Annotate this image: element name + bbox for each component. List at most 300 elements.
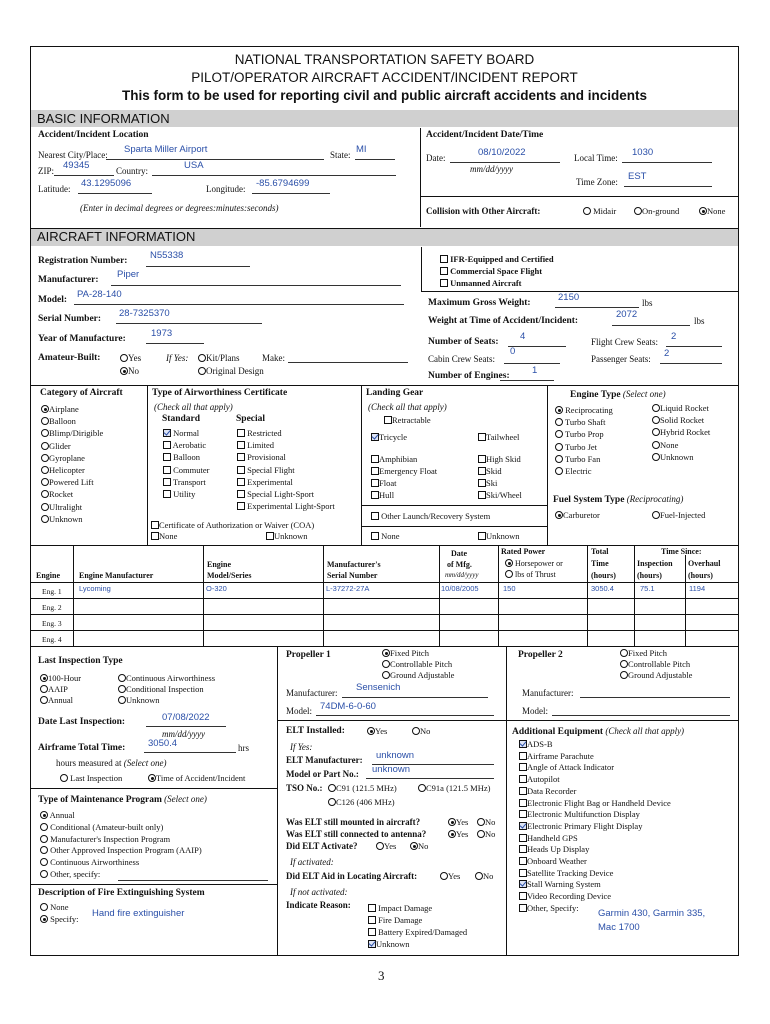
engines-field[interactable] [500,380,554,381]
elt-no-radio[interactable] [412,727,420,735]
time-accident-radio[interactable] [148,774,156,782]
maint-list [40,810,202,881]
prop1-fixed-radio[interactable] [382,649,390,657]
fire-checkbox[interactable] [368,916,376,924]
zip-field[interactable] [54,175,114,176]
reason-label: Fire Damage [378,915,423,925]
equip-aoa[interactable] [519,762,671,774]
latitude-field[interactable] [78,193,152,194]
engine-none-radio[interactable] [652,441,660,449]
ifr-equipped[interactable] [440,253,554,289]
engine-none[interactable] [652,439,710,451]
gear-retractable[interactable] [384,415,431,425]
gps-checkbox[interactable] [519,834,527,842]
equip-parachute[interactable] [519,751,671,763]
amateur-no-radio[interactable] [120,367,128,375]
gear-none-label: None [381,531,400,541]
airframe-time-field[interactable] [144,752,236,753]
thrust-radio[interactable] [505,570,513,578]
reason-fire[interactable] [368,914,467,926]
gear-skid[interactable] [478,465,522,477]
coa-item[interactable] [151,520,314,530]
restricted-checkbox[interactable] [237,429,245,437]
tso-c126-radio[interactable] [328,798,336,806]
video-checkbox[interactable] [519,892,527,900]
prop1-ground[interactable] [382,670,454,681]
maint-other-field[interactable] [118,880,268,881]
electric-radio[interactable] [555,467,563,475]
parachute-checkbox[interactable] [519,752,527,760]
equip-stall[interactable] [519,879,671,891]
reason-impact[interactable] [368,902,467,914]
aoa-checkbox[interactable] [519,763,527,771]
prop2-controllable-radio[interactable] [620,660,628,668]
limited-checkbox[interactable] [237,441,245,449]
retractable-checkbox[interactable] [384,416,392,424]
hull-checkbox[interactable] [371,491,379,499]
maint-aaip[interactable] [40,845,202,857]
amateur-yes[interactable] [120,353,141,363]
gear-tailwheel[interactable] [478,432,519,442]
airplane-radio[interactable] [41,405,49,413]
category-unknown[interactable] [41,513,103,525]
engine-solid-rocket[interactable] [652,414,710,426]
row-serial[interactable]: L-37272-27A [326,584,370,593]
tso-c91-radio[interactable] [328,784,336,792]
longitude-field[interactable] [252,193,330,194]
std-normal[interactable] [163,427,209,439]
longitude-value: -85.6794699 [256,178,310,189]
horsepower-radio[interactable] [505,559,513,567]
unmanned-checkbox[interactable] [440,279,448,287]
cabin-crew-field[interactable] [504,363,560,364]
rocket-radio[interactable] [41,490,49,498]
std-balloon[interactable] [163,451,209,463]
elt-connected-yes[interactable] [448,829,468,839]
elt-aid-yes[interactable] [440,871,460,881]
liquid-rocket-radio[interactable] [652,404,660,412]
collision-midair[interactable] [583,206,616,216]
reason-unknown-checkbox[interactable] [368,940,376,948]
space-item[interactable] [440,265,554,277]
manufacturer-field[interactable] [111,285,401,286]
elt-installed-yes[interactable] [367,726,387,736]
th-serial-2: Serial Number [327,571,378,580]
reg-field[interactable] [146,266,250,267]
maint-continuous[interactable] [40,857,202,869]
prop2-fixed[interactable] [620,648,692,659]
turbo-jet-radio[interactable] [555,443,563,451]
row-total[interactable]: 3050.4 [591,584,614,593]
commuter-checkbox[interactable] [163,466,171,474]
100-hour-radio[interactable] [40,674,48,682]
special-flight-checkbox[interactable] [237,466,245,474]
spc-provisional[interactable] [237,451,335,463]
fire-specify-radio[interactable] [40,915,48,923]
maint-conditional-radio[interactable] [40,823,48,831]
efb-checkbox[interactable] [519,799,527,807]
collision-none[interactable] [699,206,725,216]
elt-activate-label: Did ELT Activate? [286,841,358,851]
ifr-checkbox[interactable] [440,255,448,263]
insp-conditional[interactable] [118,684,215,695]
unknown-radio[interactable] [41,515,49,523]
powered-lift-radio[interactable] [41,478,49,486]
amphibian-checkbox[interactable] [371,455,379,463]
elt-mounted-yes[interactable] [448,817,468,827]
prop1-ground-radio[interactable] [382,671,390,679]
aid-no-label: No [483,871,494,881]
balloon-radio[interactable] [41,417,49,425]
aw-none[interactable] [151,531,177,541]
insp-100-hour[interactable] [40,673,81,684]
coa-checkbox[interactable] [151,521,159,529]
aid-yes-radio[interactable] [440,872,448,880]
last-inspection-radio[interactable] [60,774,68,782]
unmanned-item[interactable] [440,277,554,289]
engine-turbo-fan[interactable] [555,453,613,465]
gear-unknown-checkbox[interactable] [478,532,486,540]
prop2-ground-radio[interactable] [620,671,628,679]
gear-float[interactable] [371,477,437,489]
none-radio[interactable] [699,207,707,215]
engine-unknown-radio[interactable] [652,453,660,461]
autopilot-checkbox[interactable] [519,775,527,783]
category-ultralight[interactable] [41,501,103,513]
maint-other[interactable] [40,869,202,881]
collision-onground[interactable] [634,206,679,216]
category-airplane[interactable] [41,403,103,415]
reciprocating-radio[interactable] [555,406,563,414]
gear-none[interactable] [371,531,400,541]
model-field[interactable] [74,304,404,305]
fuel-injected[interactable] [652,510,705,520]
space-checkbox[interactable] [440,267,448,275]
gear-ski[interactable] [478,477,522,489]
elt-installed-no[interactable] [412,726,430,736]
exp-light-sport-checkbox[interactable] [237,502,245,510]
equip-autopilot[interactable] [519,774,671,786]
emergency-float-checkbox[interactable] [371,467,379,475]
fire-none[interactable] [40,902,69,912]
transport-checkbox[interactable] [163,478,171,486]
aid-no-radio[interactable] [475,872,483,880]
flight-crew-field[interactable] [666,346,722,347]
country-field[interactable] [152,175,396,176]
prop2-ground[interactable] [620,670,692,681]
spc-exp-light-sport[interactable] [237,500,335,512]
spc-experimental[interactable] [237,476,335,488]
state-field[interactable] [355,159,395,160]
original-label: Original Design [206,366,264,376]
date-field[interactable] [450,162,560,163]
spc-special-flight[interactable] [237,464,335,476]
maint-conditional[interactable] [40,822,202,834]
prop1-fixed[interactable] [382,648,454,659]
ski-checkbox[interactable] [478,479,486,487]
insp-continuous[interactable] [118,673,215,684]
tso-c91[interactable] [328,783,397,793]
onground-radio[interactable] [634,207,642,215]
pfd-checkbox[interactable] [519,822,527,830]
turbo-shaft-radio[interactable] [555,418,563,426]
row-overhaul[interactable]: 1194 [689,584,706,593]
maint-continuous-radio[interactable] [40,858,48,866]
row-model[interactable]: O-320 [206,584,227,593]
equip-ads-b[interactable] [519,739,671,751]
th-date-1: Date [451,549,467,558]
provisional-checkbox[interactable] [237,453,245,461]
tricycle-checkbox[interactable] [371,433,379,441]
balloon-checkbox[interactable] [163,453,171,461]
maint-manufacturer-radio[interactable] [40,835,48,843]
date-value: 08/10/2022 [478,147,526,158]
activate-no-radio[interactable] [410,842,418,850]
equip-hud[interactable] [519,844,671,856]
battery-checkbox[interactable] [368,928,376,936]
equip-mfd[interactable] [519,809,671,821]
maint-other-radio[interactable] [40,870,48,878]
mounted-no-radio[interactable] [477,818,485,826]
elt-model-field[interactable] [366,778,494,779]
equip-weather[interactable] [519,856,671,868]
other-launch-checkbox[interactable] [371,512,379,520]
mounted-yes-radio[interactable] [448,818,456,826]
insp-unknown[interactable] [118,695,215,706]
retractable-label: Retractable [392,415,431,425]
gear-unknown[interactable] [478,531,520,541]
engine-liquid-rocket[interactable] [652,402,710,414]
category-blimp[interactable] [41,427,103,439]
maint-annual-radio[interactable] [40,811,48,819]
gear-label: Float [379,478,397,488]
conditional-radio[interactable] [118,685,126,693]
category-helicopter[interactable] [41,464,103,476]
equip-other-checkbox[interactable] [519,904,527,912]
th-model-2: Model/Series [207,571,252,580]
connected-no-radio[interactable] [477,830,485,838]
kit-plans[interactable] [198,353,240,363]
make-field[interactable] [288,362,408,363]
fire-specify[interactable] [40,914,78,924]
amateur-no-label: No [128,366,139,376]
weight-field[interactable] [612,325,690,326]
spc-restricted[interactable] [237,427,335,439]
ads-b-checkbox[interactable] [519,740,527,748]
spc-limited[interactable] [237,439,335,451]
prop1-mfr-field[interactable] [342,697,488,698]
row-manufacturer[interactable]: Lycoming [79,584,111,593]
engine-hybrid-rocket[interactable] [652,426,710,438]
equip-video[interactable] [519,891,671,903]
aw-unknown-checkbox[interactable] [266,532,274,540]
row-date[interactable]: 10/08/2005 [441,584,479,593]
kit-radio[interactable] [198,354,206,362]
continuous-radio[interactable] [118,674,126,682]
prop1-controllable[interactable] [382,659,454,670]
aw-none-checkbox[interactable] [151,532,159,540]
midair-radio[interactable] [583,207,591,215]
engine-reciprocating[interactable] [555,404,613,416]
turbo-prop-radio[interactable] [555,430,563,438]
gyroplane-radio[interactable] [41,454,49,462]
fire-none-label: None [50,902,69,912]
timezone-field[interactable] [624,186,712,187]
float-checkbox[interactable] [371,479,379,487]
std-transport[interactable] [163,476,209,488]
zip-label: ZIP: [38,166,55,176]
gear-amphibian[interactable] [371,453,437,465]
last-inspection-field[interactable] [146,726,226,727]
th-horsepower[interactable] [505,559,563,568]
std-utility[interactable] [163,488,209,500]
elt-activate-yes[interactable] [376,841,396,851]
aerobatic-checkbox[interactable] [163,441,171,449]
prop2-mfr-field[interactable] [580,697,730,698]
row-inspection[interactable]: 75.1 [640,584,655,593]
equip-gps[interactable] [519,833,671,845]
fuel-carburetor[interactable] [555,510,600,520]
elt-aid-label: Did ELT Aid in Locating Aircraft: [286,871,418,881]
utility-checkbox[interactable] [163,490,171,498]
glider-radio[interactable] [41,442,49,450]
gear-high-skid[interactable] [478,453,522,465]
ski-wheel-checkbox[interactable] [478,491,486,499]
engine-label: None [660,439,679,450]
category-balloon[interactable] [41,415,103,427]
reason-label: Battery Expired/Damaged [378,927,468,937]
aw-unknown[interactable] [266,531,308,541]
stall-checkbox[interactable] [519,880,527,888]
normal-checkbox[interactable] [163,429,171,437]
maint-aaip-radio[interactable] [40,846,48,854]
skid-checkbox[interactable] [478,467,486,475]
reason-unknown[interactable] [368,938,467,950]
blimp-radio[interactable] [41,429,49,437]
std-commuter[interactable] [163,464,209,476]
equip-item-label: Airframe Parachute [527,750,594,761]
equip-satellite[interactable] [519,868,671,880]
maint-manufacturer[interactable] [40,834,202,846]
city-field[interactable] [106,159,324,160]
measured-accident[interactable] [148,773,245,783]
satellite-checkbox[interactable] [519,869,527,877]
amateur-yes-radio[interactable] [120,354,128,362]
gear-ski-wheel[interactable] [478,489,522,501]
mfd-checkbox[interactable] [519,810,527,818]
mounted-no-label: No [485,817,496,827]
light-sport-checkbox[interactable] [237,490,245,498]
prop2-model-field[interactable] [552,715,730,716]
measured-last[interactable] [60,773,122,783]
carburetor-radio[interactable] [555,511,563,519]
elt-mounted-no[interactable] [477,817,495,827]
spc-light-sport[interactable] [237,488,335,500]
connected-yes-radio[interactable] [448,830,456,838]
insp-annual[interactable] [40,695,81,706]
annual-radio[interactable] [40,696,48,704]
weather-checkbox[interactable] [519,857,527,865]
insp-aaip[interactable] [40,684,81,695]
hud-checkbox[interactable] [519,845,527,853]
th-thrust[interactable] [505,570,556,579]
gear-hull[interactable] [371,489,437,501]
equip-data-recorder[interactable] [519,786,671,798]
engine-turbo-shaft[interactable] [555,416,613,428]
hybrid-rocket-radio[interactable] [652,428,660,436]
engine-unknown[interactable] [652,451,710,463]
tailwheel-checkbox[interactable] [478,433,486,441]
prop2-fixed-radio[interactable] [620,649,628,657]
engine-turbo-jet[interactable] [555,441,613,453]
turbo-fan-radio[interactable] [555,455,563,463]
prop1-controllable-radio[interactable] [382,660,390,668]
serial-value: 28-7325370 [119,308,170,319]
maint-annual[interactable] [40,810,202,822]
elt-connected-no[interactable] [477,829,495,839]
elt-aid-no[interactable] [475,871,493,881]
category-glider[interactable] [41,440,103,452]
elt-yes-radio[interactable] [367,727,375,735]
gear-none-checkbox[interactable] [371,532,379,540]
original-radio[interactable] [198,367,206,375]
std-aerobatic[interactable] [163,439,209,451]
gear-other[interactable] [371,511,490,521]
insp-unknown-radio[interactable] [118,696,126,704]
aaip-radio[interactable] [40,685,48,693]
reason-battery[interactable] [368,926,467,938]
gear-emergency-float[interactable] [371,465,437,477]
row-power[interactable]: 150 [503,584,516,593]
serial-field[interactable] [116,323,262,324]
category-gyroplane[interactable] [41,452,103,464]
ultralight-radio[interactable] [41,503,49,511]
engine-turbo-prop[interactable] [555,428,613,440]
prop2-controllable[interactable] [620,659,692,670]
ifr-item[interactable] [440,253,554,265]
tailwheel-label: Tailwheel [486,432,520,442]
engine-electric[interactable] [555,465,613,477]
category-powered-lift[interactable] [41,476,103,488]
activate-yes-radio[interactable] [376,842,384,850]
impact-checkbox[interactable] [368,904,376,912]
solid-rocket-radio[interactable] [652,416,660,424]
mgw-field[interactable] [555,307,639,308]
elt-activate-no[interactable] [410,841,428,851]
fuel-injected-radio[interactable] [652,511,660,519]
prop-opt-label: Controllable Pitch [628,659,691,669]
tso-c126[interactable] [328,797,395,807]
passenger-field[interactable] [660,363,722,364]
fire-none-radio[interactable] [40,903,48,911]
seats-field[interactable] [508,346,566,347]
high-skid-checkbox[interactable] [478,455,486,463]
equip-pfd[interactable] [519,821,671,833]
original-design[interactable] [198,366,264,376]
tso-c91a[interactable] [418,783,490,793]
data-recorder-checkbox[interactable] [519,787,527,795]
experimental-checkbox[interactable] [237,478,245,486]
equip-efb[interactable] [519,798,671,810]
prop1-model-field[interactable] [316,715,494,716]
amateur-no[interactable] [120,366,139,376]
local-time-field[interactable] [622,162,712,163]
gear-tricycle[interactable] [371,432,407,442]
tso-c91a-radio[interactable] [418,784,426,792]
category-rocket[interactable] [41,488,103,500]
helicopter-radio[interactable] [41,466,49,474]
year-field[interactable] [146,343,204,344]
